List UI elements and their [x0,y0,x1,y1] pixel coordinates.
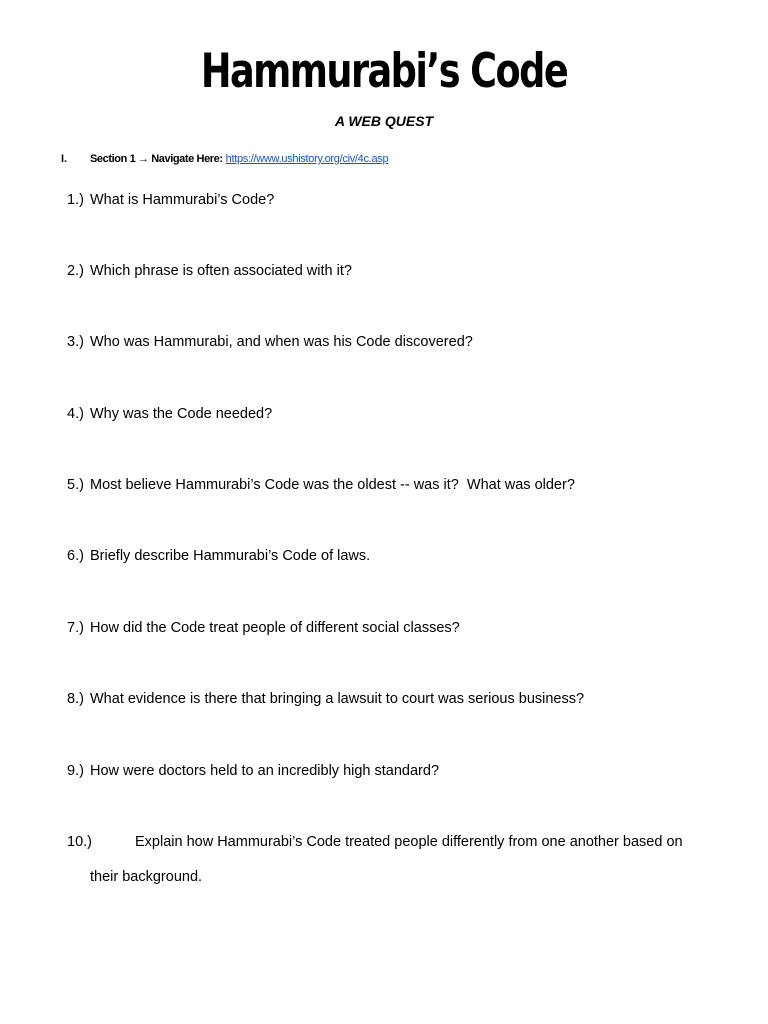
section-numeral: I. [61,153,68,165]
question-7 [67,618,460,638]
section-lead-text: Section 1 → Navigate Here: [90,153,223,165]
section-link[interactable]: https://www.ushistory.org/civ/4c.asp [225,153,389,165]
question-number: 3.) [67,334,84,350]
question-text: How were doctors held to an incredibly high standard? [90,763,440,779]
page-subtitle: A WEB QUEST [334,113,434,129]
question-10 [67,832,683,852]
question-2 [67,261,352,281]
question-5 [67,475,575,495]
question-4 [67,404,272,424]
question-3 [67,332,473,352]
question-1 [67,190,274,210]
section-heading [61,150,388,168]
question-number: 2.) [67,263,84,279]
question-text: Why was the Code needed? [90,406,273,422]
question-8 [67,689,584,709]
question-text: Which phrase is often associated with it? [90,263,352,279]
question-text: Who was Hammurabi, and when was his Code discovered? [90,334,473,350]
question-text: Briefly describe Hammurabi’s Code of laws. [90,548,371,564]
question-text: How did the Code treat people of different social classes? [90,620,460,636]
question-number: 4.) [67,406,84,422]
question-9 [67,761,439,781]
question-text: Explain how Hammurabi’s Code treated people differently from one another based on [135,834,683,850]
question-number: 1.) [67,192,84,208]
question-number: 8.) [67,691,84,707]
question-text: Most believe Hammurabi’s Code was the oldest -- was it? What was older? [90,477,575,493]
page-title: Hammurabi’s Code [200,44,568,99]
question-number: 9.) [67,763,84,779]
question-text: What evidence is there that bringing a lawsuit to court was serious business? [90,691,585,707]
question-10-continuation: their background. [90,869,203,885]
question-number: 6.) [67,548,84,564]
question-number: 7.) [67,620,84,636]
question-text: What is Hammurabi’s Code? [90,192,275,208]
question-number: 5.) [67,477,84,493]
question-6 [67,546,370,566]
question-number: 10.) [67,834,92,850]
